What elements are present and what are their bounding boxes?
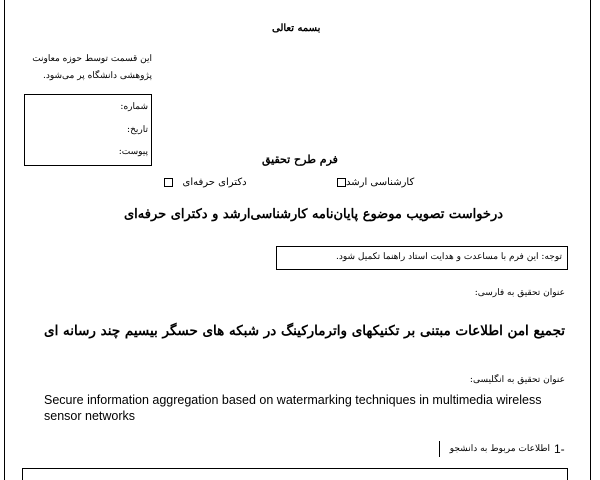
persian-title-value: تجمیع امن اطلاعات مبتنی بر تکنیکهای واترمارکینگ در شبکه های حسگر بیسیم چند رسانه ای bbox=[44, 323, 566, 339]
form-title: فرم طرح تحقیق bbox=[262, 153, 338, 166]
degree-option-masters[interactable] bbox=[337, 178, 414, 188]
office-note-line2: پژوهشی دانشگاه پر می‌شود. bbox=[43, 71, 152, 81]
student-info-table-right bbox=[567, 468, 568, 480]
notice-text: توجه: این فرم با مساعدت و هدایت استاد راهنما تکمیل شود. bbox=[336, 252, 562, 262]
masters-label: کارشناسی ارشد bbox=[346, 177, 415, 188]
professional-doctorate-checkbox[interactable] bbox=[164, 178, 173, 187]
page-border-right bbox=[590, 0, 591, 480]
office-note-line1: این قسمت توسط حوزه معاونت bbox=[32, 54, 152, 64]
student-info-table-left bbox=[22, 468, 23, 480]
section1-number: 1- bbox=[554, 442, 565, 456]
english-title-value-line1: Secure information aggregation based on watermarking techniques in multimedia wireless bbox=[44, 393, 542, 407]
english-title-value-line2: sensor networks bbox=[44, 409, 136, 423]
date-label: تاریخ: bbox=[127, 125, 148, 135]
masters-checkbox[interactable] bbox=[337, 178, 346, 187]
english-title-label: عنوان تحقیق به انگلیسی: bbox=[469, 375, 565, 385]
professional-doctorate-label: دکترای حرفه‌ای bbox=[182, 177, 247, 188]
degree-option-professional-doctorate[interactable] bbox=[164, 178, 247, 188]
persian-title-label: عنوان تحقیق به فارسی: bbox=[474, 288, 565, 298]
main-heading: درخواست تصویب موضوع پایان‌نامه کارشناسی‌ارشد و دکترای حرفه‌ای bbox=[124, 207, 504, 222]
attachment-label: پیوست: bbox=[118, 147, 148, 157]
page-border-left bbox=[4, 0, 5, 480]
section1-label: اطلاعات مربوط به دانشجو bbox=[449, 444, 550, 454]
number-label: شماره: bbox=[120, 102, 148, 112]
text-cursor bbox=[439, 441, 440, 457]
student-info-table-top bbox=[22, 468, 568, 469]
basmala: بسمه تعالی bbox=[272, 23, 321, 34]
